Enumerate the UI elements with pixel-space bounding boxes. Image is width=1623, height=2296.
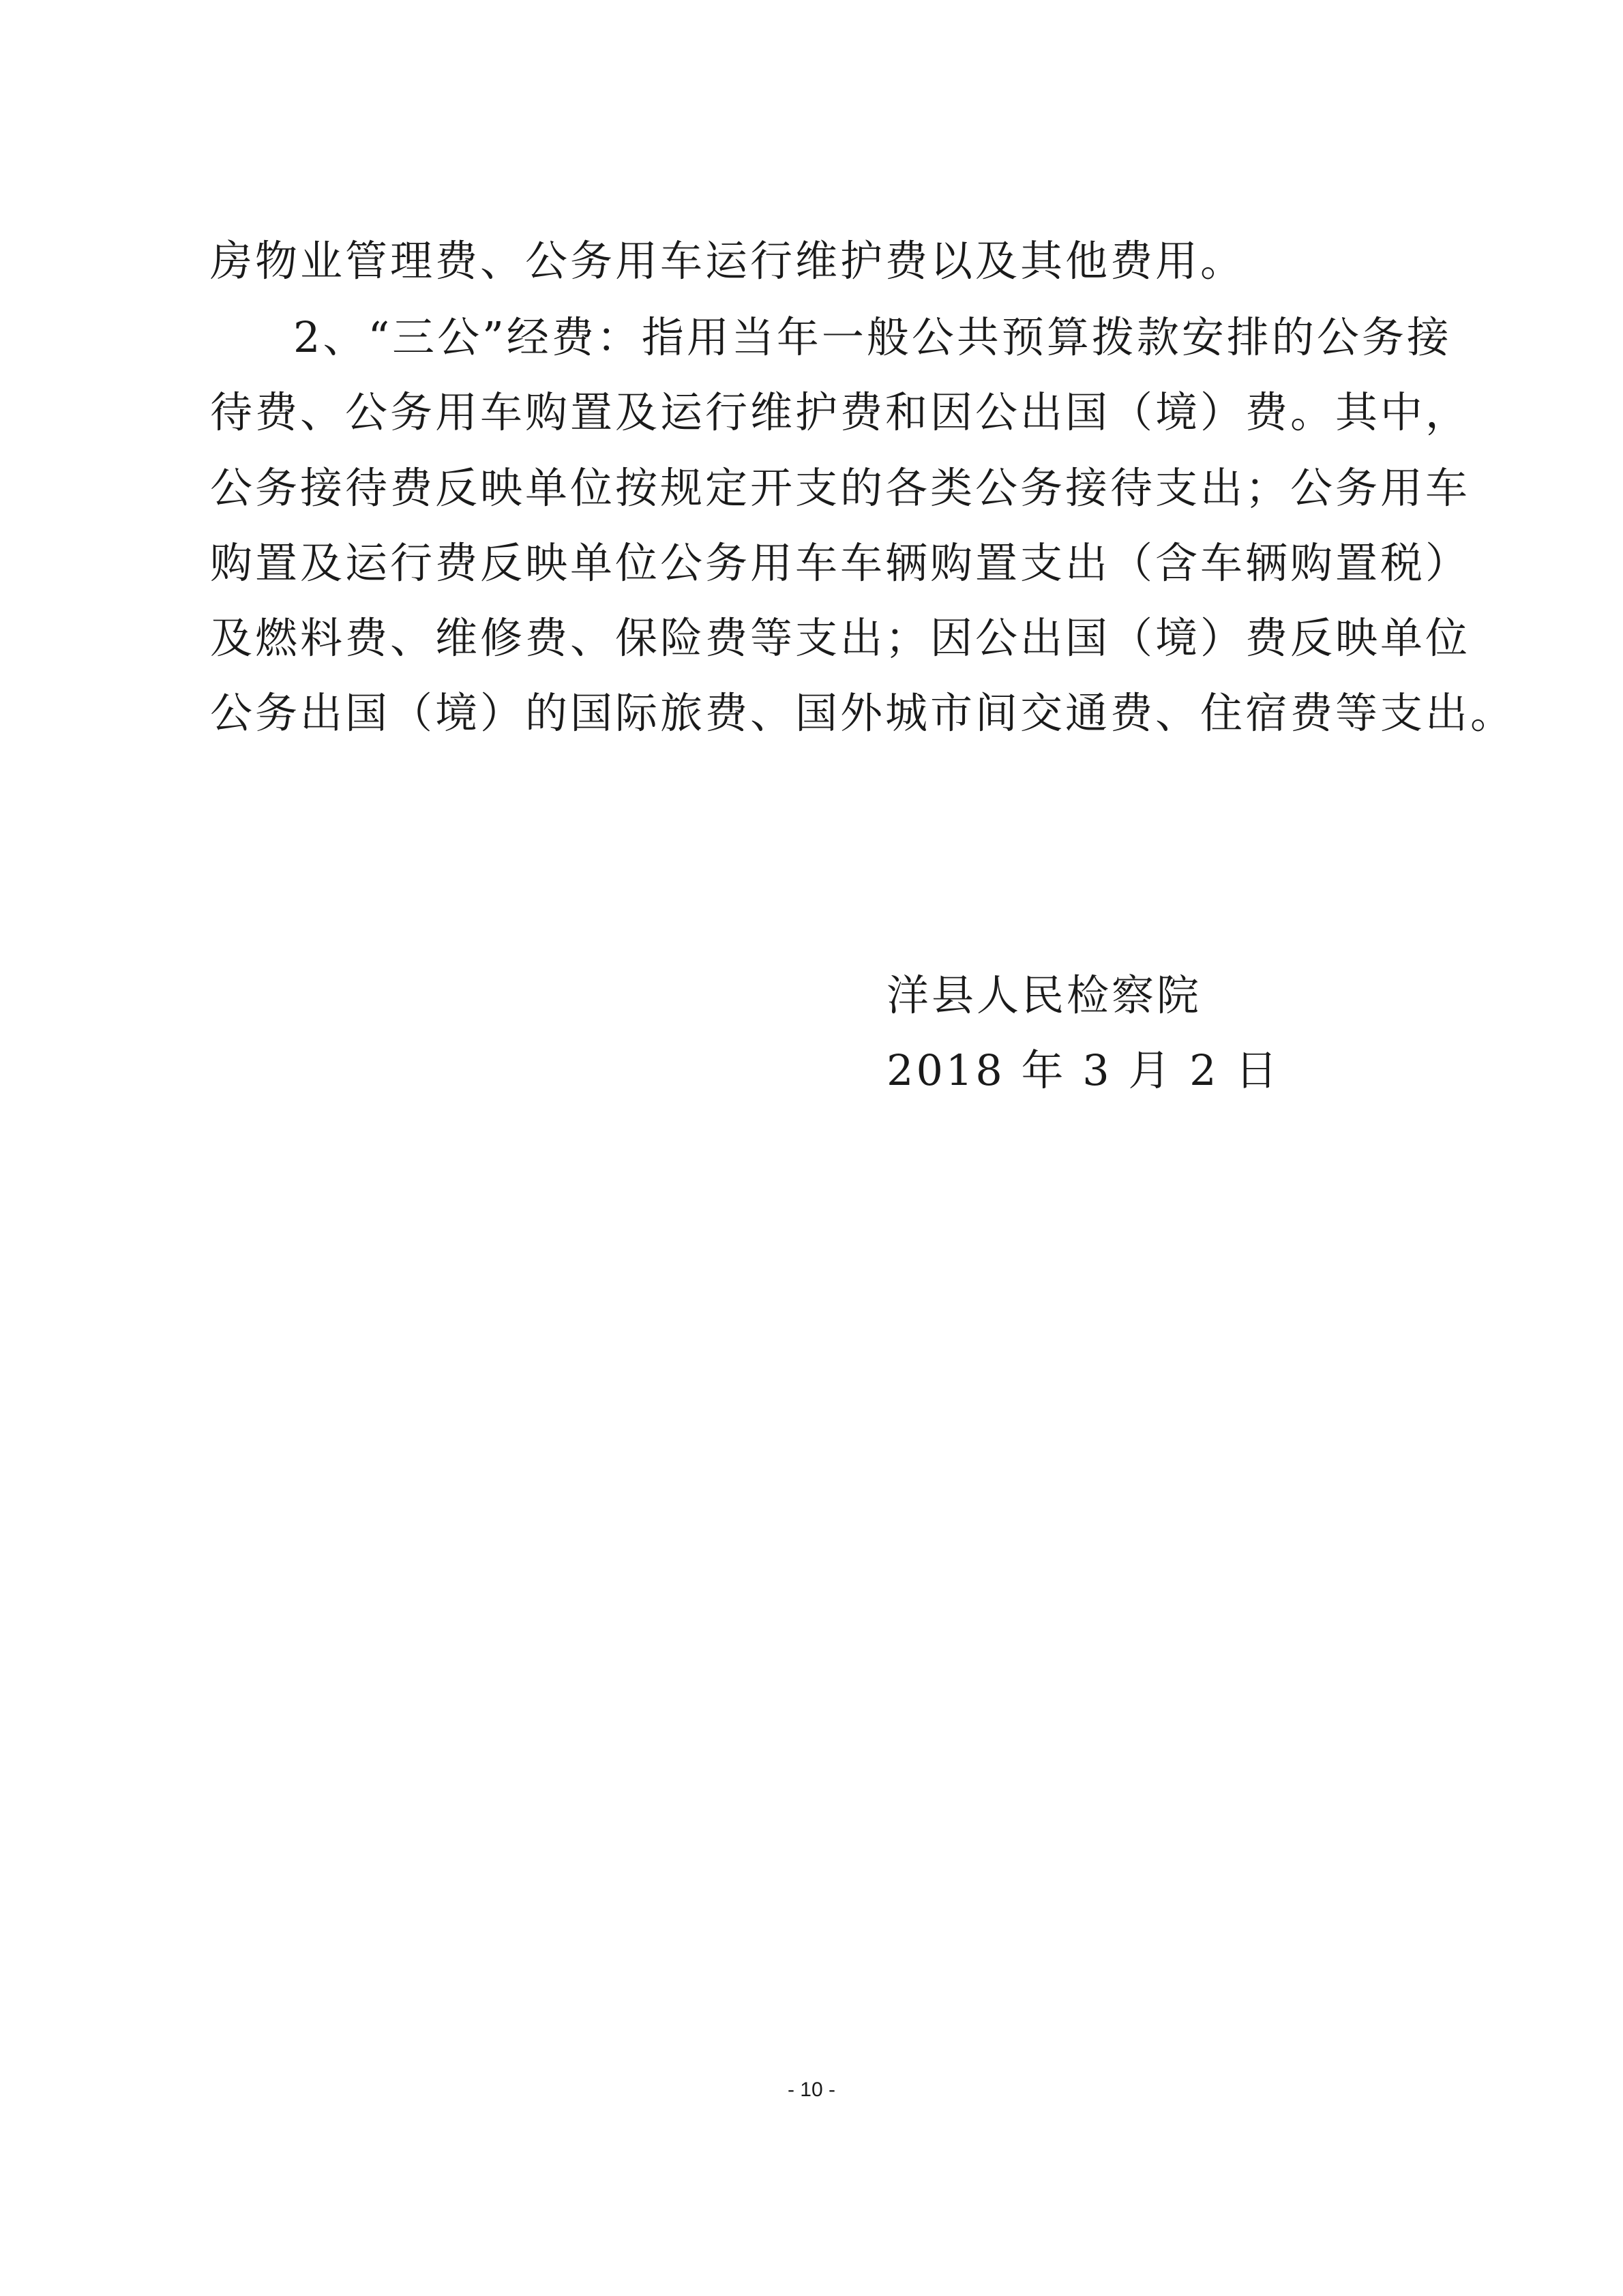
paragraph-line-2: 2、“三公”经费：指用当年一般公共预算拨款安排的公务接 bbox=[293, 312, 1452, 362]
paragraph-line-5: 购置及运行费反映单位公务用车车辆购置支出（含车辆购置税） bbox=[210, 538, 1471, 588]
signature-block bbox=[887, 968, 1364, 1098]
page-number: - 10 - bbox=[787, 2078, 836, 2101]
paragraph-line-7: 公务出国（境）的国际旅费、国外城市间交通费、住宿费等支出。 bbox=[210, 688, 1516, 738]
paragraph-line-1: 房物业管理费、公务用车运行维护费以及其他费用。 bbox=[210, 236, 1246, 286]
paragraph-line-6: 及燃料费、维修费、保险费等支出；因公出国（境）费反映单位 bbox=[210, 613, 1471, 663]
paragraph-line-3: 待费、公务用车购置及运行维护费和因公出国（境）费。其中， bbox=[210, 387, 1471, 437]
signature-date: 2018 年 3 月 2 日 bbox=[887, 1045, 1281, 1095]
signature-organization: 洋县人民检察院 bbox=[887, 970, 1202, 1020]
paragraph-line-4: 公务接待费反映单位按规定开支的各类公务接待支出；公务用车 bbox=[210, 463, 1471, 513]
